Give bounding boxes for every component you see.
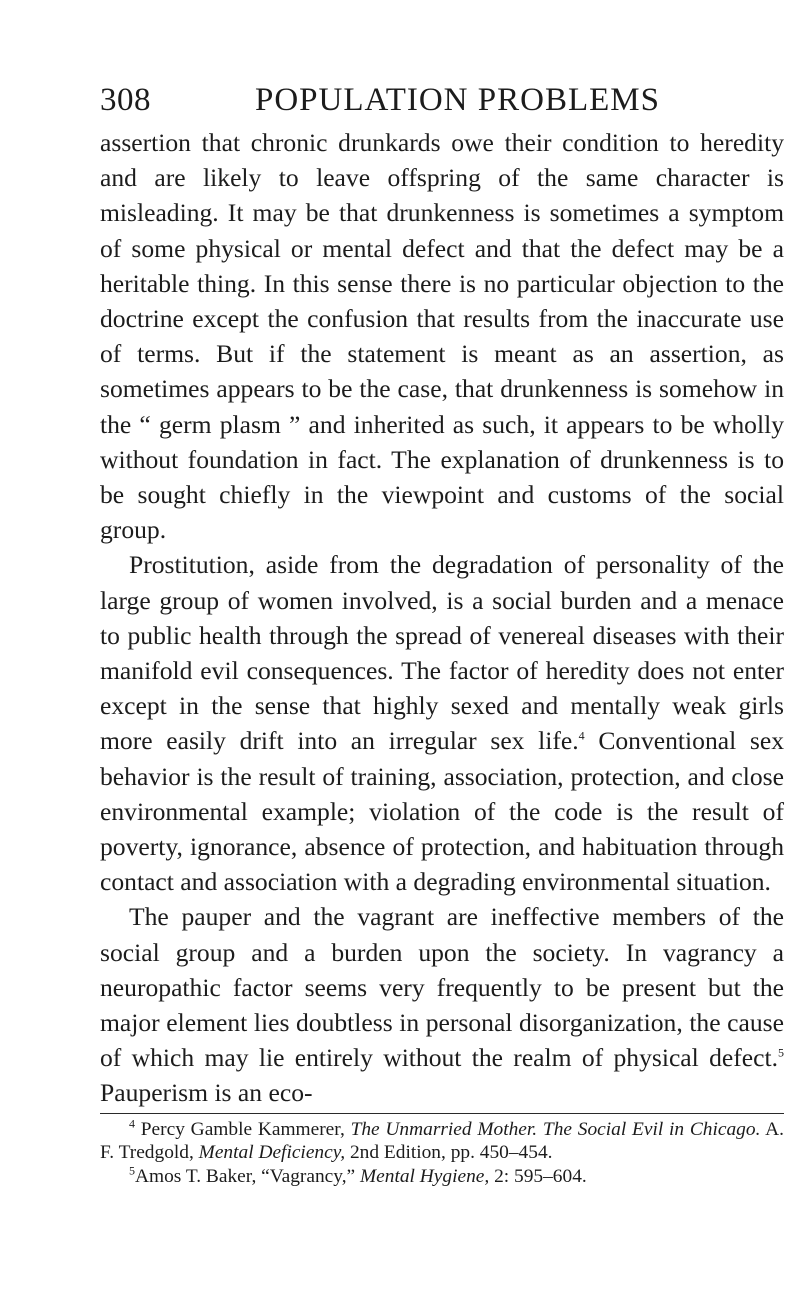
footnote-5 [100, 1165, 784, 1189]
footnote-text: Percy Gamble Kammerer, [135, 1118, 351, 1140]
book-page [100, 0, 784, 1188]
footnote-text: Amos T. Baker, “Vagrancy,” [135, 1165, 361, 1187]
footnote-marker: 4 [129, 1116, 135, 1131]
footnote-text: A. F. Tredgold, [100, 1118, 784, 1164]
footnote-reference: 5 [778, 1045, 784, 1060]
footnote-text: 2: 595–604. [489, 1165, 587, 1187]
paragraph-text: Prostitution, aside from the degradation of personality of the large group of women involved, is a social burden and a menace to public health through the spread of venereal diseases with their manifold evil consequences. The factor of heredity does not enter except in the sense that highly sexed and mentally weak girls more easily drift into an irregular sex life. [100, 550, 784, 756]
paragraph-prostitution [100, 547, 784, 899]
footnote-title: Mental Hygiene, [360, 1165, 490, 1187]
paragraph-text: assertion that chronic drunkards owe their condition to heredity and are likely to leave offspring of the same character is misleading. It may be that drunkenness is sometimes a symptom of some physical or mental defect and that the defect may be a heritable thing. In this sense there is no particular objection to the doctrine except the confusion that results from the inaccurate use of terms. But if the statement is meant as an assertion, as sometimes appears to be the case, that drunkenness is somehow in the “ germ plasm ” and inherited as such, it appears to be wholly without foundation in fact. The explanation of drunkenness is to be sought chiefly in the viewpoint and customs of the social group. [100, 128, 784, 545]
footnote-title: Mental Deficiency, [198, 1142, 346, 1164]
running-head [100, 0, 784, 125]
paragraph-text: Conventional sex behavior is the result of training, association, protection, and close environmental example; violation of the code is the result of poverty, ignorance, absence of protection, and habituation through contact and association with a degrading environmental situation. [100, 726, 784, 897]
body-text [100, 125, 784, 1111]
paragraph-text: The pauper and the vagrant are ineffective members of the social group and a burden upon the society. In vagrancy a neuropathic factor seems very frequently to be present but the major element lies doubtless in personal disorganization, the cause of which may lie entirely without the realm of physical defect. [100, 902, 784, 1073]
footnote-marker: 5 [129, 1163, 135, 1178]
paragraph-pauperism [100, 899, 784, 1110]
footnote-reference: 4 [578, 728, 585, 743]
paragraph-text: Pauperism is an eco- [100, 1078, 313, 1108]
page-number: 308 [100, 82, 151, 118]
running-title: POPULATION PROBLEMS [255, 82, 660, 118]
footnote-rule [100, 1113, 784, 1114]
footnote-text: 2nd Edition, pp. 450–454. [345, 1142, 553, 1164]
paragraph-drunkenness [100, 125, 784, 547]
footnotes [100, 1118, 784, 1189]
footnote-4 [100, 1118, 784, 1165]
footnote-title: The Unmarried Mother. The Social Evil in Chicago. [350, 1118, 761, 1140]
